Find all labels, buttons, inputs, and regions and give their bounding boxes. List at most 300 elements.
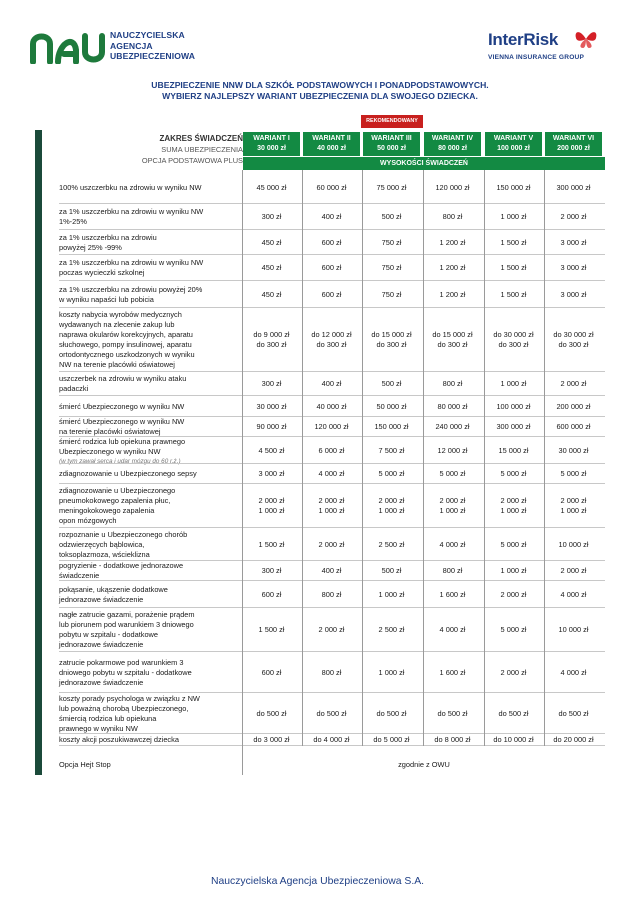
row-label-line: jednorazowe świadczenie	[59, 677, 144, 687]
benefit-value-cell	[424, 402, 481, 412]
interrisk-subtitle: VIENNA INSURANCE GROUP	[488, 54, 585, 61]
row-label-line: za 1% uszczerbku na zdrowiu w wyniku NW	[59, 258, 204, 267]
table-header-left	[45, 133, 243, 166]
benefit-value: do 500 zł	[316, 708, 347, 718]
benefit-value: 1 000 zł	[439, 506, 466, 515]
benefit-value-cell	[243, 590, 300, 600]
benefit-value: 600 zł	[261, 589, 282, 599]
variant-header-6	[545, 132, 602, 156]
benefit-value: 10 000 zł	[558, 539, 589, 549]
benefit-value: 1 000 zł	[318, 506, 345, 515]
benefit-value-cell	[363, 590, 420, 600]
benefit-value: 800 zł	[442, 379, 463, 388]
benefit-value: 300 zł	[261, 379, 282, 388]
benefit-value: do 20 000 zł	[553, 735, 594, 744]
benefit-value-cell	[303, 379, 360, 389]
variant-header-1	[243, 132, 300, 156]
benefit-value-cell	[363, 709, 420, 719]
row-label-line: 100% uszczerbku na zdrowiu w wyniku NW	[59, 183, 202, 192]
variant-name: WARIANT I	[253, 135, 290, 142]
row-label	[59, 233, 241, 253]
benefit-value: 600 zł	[321, 263, 342, 272]
column-divider	[242, 170, 243, 775]
benefit-value-cell	[545, 290, 602, 300]
benefit-value-cell	[545, 625, 602, 635]
benefit-value: 150 000 zł	[496, 183, 531, 192]
benefit-value: 4 000 zł	[439, 625, 466, 634]
benefit-value-cell	[485, 212, 542, 222]
benefit-value-cell	[424, 469, 481, 479]
benefit-value: 500 zł	[381, 212, 402, 221]
benefit-value-cell	[363, 263, 420, 273]
benefit-value: 450 zł	[261, 237, 282, 247]
benefit-value-cell	[485, 402, 542, 412]
benefit-value-cell	[545, 668, 602, 678]
title-line-1: UBEZPIECZENIE NNW DLA SZKÓŁ PODSTAWOWYCH I PONADPODSTAWOWYCH.	[151, 80, 489, 90]
row-label-line: za 1% uszczerbku na zdrowiu powyżej 20%	[59, 284, 203, 294]
table-row	[35, 693, 605, 734]
benefit-value: 2 000 zł	[560, 212, 587, 221]
scope-heading: ZAKRES ŚWIADCZEŃ	[159, 134, 243, 143]
variant-header-4	[424, 132, 481, 156]
benefit-value-cell	[363, 668, 420, 678]
row-label-line: śmierć Ubezpieczonego w wyniku NW	[59, 417, 185, 426]
table-row	[35, 396, 605, 417]
benefit-value-cell	[363, 212, 420, 222]
nau-logo-line-2: AGENCJA	[110, 40, 153, 51]
benefit-value-cell	[485, 625, 542, 635]
benefit-value-cell	[243, 290, 300, 300]
benefit-value: 80 000 zł	[437, 401, 468, 411]
nau-logo-icon	[30, 30, 105, 64]
row-label-line: odzwierzęcych bąblowica,	[59, 539, 145, 549]
row-label-line: zdiagnozowanie u Ubezpieczonego	[59, 486, 176, 495]
benefit-value-cell	[424, 540, 481, 550]
benefits-table	[35, 115, 605, 775]
benefit-value: 3 000 zł	[560, 237, 587, 247]
benefit-value: do 500 zł	[256, 708, 287, 718]
benefit-value: 750 zł	[381, 237, 402, 247]
hejt-stop-row	[35, 758, 605, 772]
benefit-value-cell	[545, 330, 602, 350]
benefit-value: 3 000 zł	[258, 469, 285, 478]
benefit-value: 120 000 zł	[314, 422, 349, 431]
hejt-stop-label: Opcja Hejt Stop	[59, 760, 111, 769]
benefit-value: 600 000 zł	[556, 422, 591, 431]
benefit-value-cell	[363, 566, 420, 576]
table-row	[35, 204, 605, 230]
row-label-line: dniowego pobytu w szpitalu - dodatkowe	[59, 667, 192, 677]
benefit-value-cell	[303, 263, 360, 273]
row-label	[59, 486, 241, 526]
benefit-value: 2 000 zł	[560, 566, 587, 575]
table-row	[35, 281, 605, 308]
benefit-value: 600 zł	[321, 289, 342, 299]
row-label	[59, 469, 241, 479]
benefit-value: do 8 000 zł	[434, 735, 471, 744]
benefit-value: 1 500 zł	[258, 625, 285, 634]
row-label-line: świadczenie	[59, 571, 100, 580]
benefit-value: do 9 000 zł	[253, 330, 290, 339]
benefit-value-cell	[303, 735, 360, 745]
row-label	[59, 285, 241, 305]
benefit-value: 800 zł	[442, 212, 463, 221]
row-label-line: koszty nabycia wyrobów medycznych	[59, 310, 182, 319]
benefit-value: 400 zł	[321, 379, 342, 388]
benefit-value-cell	[243, 402, 300, 412]
interrisk-name: InterRisk	[488, 30, 559, 49]
benefit-value: 6 000 zł	[318, 445, 345, 455]
benefit-value-cell	[363, 290, 420, 300]
row-label-line: śmiercią rodzica lub opiekuna	[59, 713, 157, 723]
benefit-value-cell	[545, 590, 602, 600]
table-row	[35, 561, 605, 581]
row-label-line: naprawa okularów korekcyjnych, aparatu	[59, 330, 193, 339]
benefit-value-cell	[424, 183, 481, 193]
benefit-value: 1 600 zł	[439, 589, 466, 599]
benefit-value: 450 zł	[261, 263, 282, 272]
benefit-value-cell	[363, 330, 420, 350]
variant-name: WARIANT VI	[552, 135, 595, 142]
benefit-value-cell	[243, 263, 300, 273]
benefit-value: do 300 zł	[437, 340, 468, 349]
benefit-value-cell	[303, 422, 360, 432]
benefit-value-cell	[485, 735, 542, 745]
benefit-value-cell	[303, 709, 360, 719]
variant-sum: 100 000 zł	[497, 145, 530, 152]
benefit-value-cell	[424, 379, 481, 389]
table-row	[35, 581, 605, 608]
benefit-value: 300 zł	[261, 212, 282, 221]
benefit-value: 60 000 zł	[316, 183, 347, 192]
benefit-value-cell	[363, 238, 420, 248]
title-line-2: WYBIERZ NAJLEPSZY WARIANT UBEZPIECZENIA DLA SWOJEGO DZIECKA.	[162, 91, 478, 101]
benefit-value-cell	[303, 446, 360, 456]
benefit-value-cell	[485, 709, 542, 719]
benefit-value-cell	[303, 212, 360, 222]
benefit-value: 1 600 zł	[439, 667, 466, 677]
benefit-value: 1 500 zł	[258, 539, 285, 549]
benefit-value-cell	[424, 212, 481, 222]
benefit-value: 600 zł	[261, 667, 282, 677]
benefit-value: 400 zł	[321, 212, 342, 221]
benefit-value: do 500 zł	[437, 708, 468, 718]
benefit-value-cell	[303, 402, 360, 412]
row-label	[59, 735, 241, 745]
benefit-value-cell	[485, 590, 542, 600]
benefit-value: 1 000 zł	[378, 667, 405, 677]
benefit-value: do 300 zł	[316, 340, 347, 349]
benefit-value: 1 000 zł	[560, 506, 587, 515]
benefit-value: do 300 zł	[558, 340, 589, 349]
benefit-value-cell	[303, 238, 360, 248]
benefit-value-cell	[485, 330, 542, 350]
benefit-value-cell	[485, 566, 542, 576]
row-label-line: opon mózgowych	[59, 516, 117, 525]
row-label	[59, 183, 241, 193]
benefit-value-cell	[485, 540, 542, 550]
benefit-value: 2 000 zł	[439, 496, 466, 505]
benefit-value: do 4 000 zł	[313, 735, 350, 744]
benefit-value: 40 000 zł	[316, 401, 347, 411]
row-label-line: za 1% uszczerbku na zdrowiu	[59, 232, 157, 242]
variant-header-5	[485, 132, 542, 156]
benefit-value: do 10 000 zł	[493, 735, 534, 744]
row-label-line: meningokokowego zapalenia	[59, 506, 155, 515]
benefit-value: 4 000 zł	[318, 469, 345, 478]
page-title	[60, 80, 580, 102]
row-label-line: zdiagnozowanie u Ubezpieczonego sepsy	[59, 469, 197, 478]
row-label-line: pobytu w szpitalu - dodatkowe	[59, 630, 159, 639]
row-label-line: pokąsanie, ukąszenie dodatkowe	[59, 584, 168, 594]
benefit-value: do 3 000 zł	[253, 735, 290, 744]
benefit-value: 15 000 zł	[498, 445, 529, 455]
benefit-value-cell	[243, 735, 300, 745]
benefit-value-cell	[424, 709, 481, 719]
row-label	[59, 694, 241, 734]
benefit-value-cell	[363, 469, 420, 479]
nau-logo-text	[110, 30, 195, 62]
benefit-value: 1 500 zł	[500, 237, 527, 247]
row-label-line: śmierć Ubezpieczonego w wyniku NW	[59, 401, 185, 411]
benefit-value-cell	[424, 330, 481, 350]
benefit-value: 1 000 zł	[378, 589, 405, 599]
sum-insured-heading: SUMA UBEZPIECZENIA	[161, 145, 243, 154]
benefit-value: 5 000 zł	[500, 469, 527, 478]
benefit-value: 4 500 zł	[258, 445, 285, 455]
nau-logo-line-3: UBEZPIECZENIOWA	[110, 51, 196, 61]
benefit-value-cell	[363, 496, 420, 516]
benefit-value-cell	[485, 469, 542, 479]
row-note: (w tym zawał serca i udar mózgu do 60 r.ż.)	[59, 458, 181, 465]
benefit-value-cell	[243, 625, 300, 635]
benefit-value: 50 000 zł	[376, 401, 407, 411]
row-label-line: na terenie placówki oświatowej	[59, 427, 161, 436]
table-row	[35, 417, 605, 437]
row-label-line: nagłe zatrucie gazami, porażenie prądem	[59, 610, 195, 619]
benefit-value-cell	[545, 566, 602, 576]
benefit-value-cell	[545, 402, 602, 412]
benefit-value-cell	[424, 496, 481, 516]
benefit-value: 1 200 zł	[439, 289, 466, 299]
nau-logo	[30, 28, 210, 68]
row-label-line: pogryzienie - dodatkowe jednorazowe	[59, 561, 184, 570]
benefit-value: 2 000 zł	[318, 539, 345, 549]
row-label-line: śmierć rodzica lub opiekuna prawnego	[59, 437, 186, 446]
benefit-value: 4 000 zł	[560, 589, 587, 599]
benefit-value-cell	[424, 290, 481, 300]
benefit-value: 1 000 zł	[500, 506, 527, 515]
column-divider	[362, 170, 363, 746]
interrisk-logo	[470, 24, 610, 68]
row-label-line: uszczerbek na zdrowiu w wyniku ataku	[59, 374, 187, 383]
benefit-value: 750 zł	[381, 263, 402, 272]
benefit-value-cell	[545, 238, 602, 248]
benefit-value: do 30 000 zł	[493, 330, 534, 339]
benefit-value: 2 000 zł	[560, 379, 587, 388]
table-row	[35, 608, 605, 652]
benefit-value: 1 200 zł	[439, 237, 466, 247]
benefit-value-cell	[363, 422, 420, 432]
benefit-value-cell	[485, 238, 542, 248]
benefit-value-cell	[243, 379, 300, 389]
benefit-value-cell	[303, 566, 360, 576]
variant-sum: 40 000 zł	[317, 145, 346, 152]
row-label-line: pneumokokowego zapalenia płuc,	[59, 496, 171, 505]
benefit-value-cell	[545, 212, 602, 222]
row-label-line: w wyniku napaści lub pobicia	[59, 294, 154, 304]
benefit-value: 2 000 zł	[500, 496, 527, 505]
table-row	[35, 255, 605, 281]
row-label-line: powyżej 25% -99%	[59, 242, 122, 252]
benefit-value: do 500 zł	[558, 708, 589, 718]
benefit-value-cell	[243, 183, 300, 193]
benefit-value-cell	[485, 422, 542, 432]
recommended-badge: REKOMENDOWANY	[361, 115, 423, 128]
benefit-value: 5 000 zł	[378, 469, 405, 478]
column-divider	[423, 170, 424, 746]
variant-name: WARIANT IV	[431, 135, 474, 142]
table-row	[35, 484, 605, 528]
benefit-value: 7 500 zł	[378, 445, 405, 455]
benefit-value: 5 000 zł	[500, 625, 527, 634]
variant-name: WARIANT II	[312, 135, 351, 142]
row-label-line: prawnego w wyniku NW	[59, 723, 138, 733]
benefit-value-cell	[424, 668, 481, 678]
benefit-value: 200 000 zł	[556, 401, 591, 411]
benefit-value: 800 zł	[442, 566, 463, 575]
row-label-line: 1%-25%	[59, 217, 87, 226]
benefit-value: 3 000 zł	[560, 289, 587, 299]
benefit-value: do 300 zł	[376, 340, 407, 349]
benefit-value-cell	[545, 469, 602, 479]
benefit-value-cell	[303, 496, 360, 516]
benefit-value-cell	[303, 183, 360, 193]
row-label	[59, 374, 241, 394]
benefit-value-cell	[424, 238, 481, 248]
table-row	[35, 528, 605, 561]
benefit-value-cell	[303, 625, 360, 635]
benefit-value-cell	[243, 566, 300, 576]
benefit-value: 800 zł	[321, 667, 342, 677]
row-label	[59, 610, 241, 650]
benefit-value: 2 000 zł	[560, 496, 587, 505]
table-row	[35, 734, 605, 746]
variant-name: WARIANT III	[371, 135, 412, 142]
row-label-line: NW na terenie placówki oświatowej	[59, 360, 175, 369]
benefit-value: 1 000 zł	[500, 212, 527, 221]
benefit-value: 150 000 zł	[374, 422, 409, 431]
benefit-value: do 500 zł	[376, 708, 407, 718]
benefit-value-cell	[303, 290, 360, 300]
benefit-value: 450 zł	[261, 289, 282, 299]
row-label	[59, 417, 241, 437]
benefit-value: 600 zł	[321, 237, 342, 247]
benefit-value: 2 000 zł	[318, 496, 345, 505]
benefit-value: 400 zł	[321, 566, 342, 575]
benefit-value-cell	[424, 422, 481, 432]
row-label	[59, 207, 241, 227]
benefit-value-cell	[485, 668, 542, 678]
benefit-value: 12 000 zł	[437, 445, 468, 455]
benefit-amounts-header: WYSOKOŚCI ŚWIADCZEŃ	[243, 157, 605, 170]
benefit-value-cell	[485, 446, 542, 456]
table-row	[35, 172, 605, 204]
benefit-value-cell	[545, 263, 602, 273]
benefit-value: 5 000 zł	[500, 539, 527, 549]
benefit-value-cell	[243, 668, 300, 678]
row-label-line: toksoplazmoza, wścieklizna	[59, 549, 150, 559]
interrisk-butterfly-icon	[574, 28, 598, 50]
row-label-line: Ubezpieczonego w wyniku NW	[59, 447, 161, 456]
row-divider	[59, 745, 605, 746]
benefit-value: 300 zł	[261, 566, 282, 575]
benefit-value: 1 500 zł	[500, 289, 527, 299]
row-label-line: lub poważną chorobą Ubezpieczonego,	[59, 703, 189, 713]
benefit-value-cell	[545, 735, 602, 745]
benefit-value: 500 zł	[381, 566, 402, 575]
benefit-value: 2 500 zł	[378, 625, 405, 634]
row-label	[59, 561, 241, 581]
benefit-value-cell	[363, 402, 420, 412]
benefit-value-cell	[243, 496, 300, 516]
benefit-value: 2 000 zł	[500, 589, 527, 599]
row-label-line: wydawanych na zlecenie zakup lub	[59, 320, 175, 329]
benefit-value: 1 000 zł	[500, 379, 527, 388]
nau-logo-line-1: NAUCZYCIELSKA	[110, 30, 185, 40]
benefit-value-cell	[303, 330, 360, 350]
benefit-value-cell	[424, 263, 481, 273]
benefit-value-cell	[363, 625, 420, 635]
benefit-value-cell	[424, 590, 481, 600]
benefit-value-cell	[485, 379, 542, 389]
benefit-value: 3 000 zł	[560, 263, 587, 272]
benefit-value-cell	[243, 469, 300, 479]
variant-name: WARIANT V	[493, 135, 534, 142]
table-row	[35, 308, 605, 372]
benefit-value: 500 zł	[381, 379, 402, 388]
benefit-value: do 15 000 zł	[432, 330, 473, 339]
benefit-value-cell	[243, 540, 300, 550]
benefit-value-cell	[363, 379, 420, 389]
row-label-line: koszty akcji poszukiwawczej dziecka	[59, 735, 179, 744]
column-divider	[544, 170, 545, 746]
benefit-value-cell	[424, 446, 481, 456]
benefit-value-cell	[545, 709, 602, 719]
benefit-value-cell	[485, 290, 542, 300]
benefit-value-cell	[243, 238, 300, 248]
variant-sum: 200 000 zł	[557, 145, 590, 152]
benefit-value-cell	[243, 212, 300, 222]
benefit-value-cell	[545, 496, 602, 516]
hejt-stop-value: zgodnie z OWU	[398, 760, 450, 769]
benefit-value: 2 000 zł	[258, 496, 285, 505]
row-label	[59, 585, 241, 605]
benefit-value: 30 000 zł	[256, 401, 287, 411]
benefit-value-cell	[243, 709, 300, 719]
benefit-value-cell	[303, 540, 360, 550]
benefit-value-cell	[303, 668, 360, 678]
benefit-value: 1 500 zł	[500, 263, 527, 272]
benefit-value: 5 000 zł	[439, 469, 466, 478]
benefit-value: 2 000 zł	[500, 667, 527, 677]
table-row	[35, 464, 605, 484]
row-label	[59, 530, 241, 560]
benefit-value: 2 000 zł	[318, 625, 345, 634]
benefit-value-cell	[545, 183, 602, 193]
benefit-value-cell	[243, 330, 300, 350]
row-label-line: jednorazowe świadczenie	[59, 594, 144, 604]
